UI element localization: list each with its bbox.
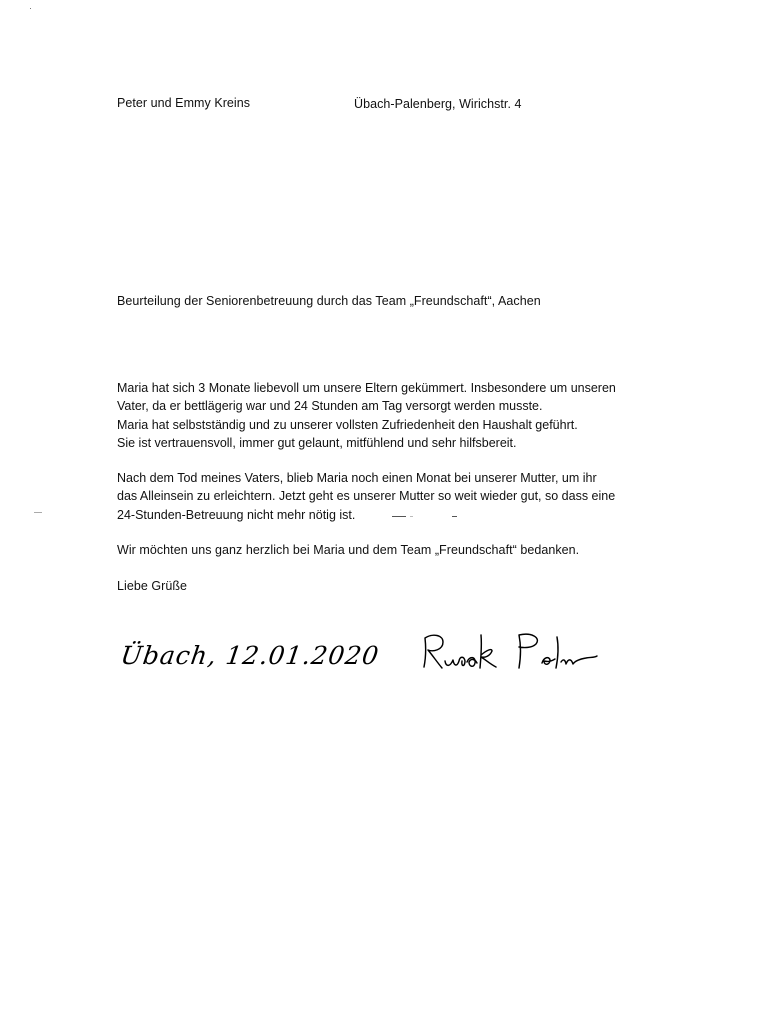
first-paragraph-line: Vater, da er bettlägerig war und 24 Stunden am Tag versorgt werden musste. — [117, 399, 543, 414]
second-paragraph-line: 24-Stunden-Betreuung nicht mehr nötig ist. — [117, 507, 356, 522]
scan-speck-top-left — [30, 8, 31, 9]
sender-name: Peter und Emmy Kreins — [117, 96, 251, 110]
thanks-sentence: Wir möchten uns ganz herzlich bei Maria und dem Team „Freundschaft“ bedanken. — [117, 543, 580, 557]
letter-subject: Beurteilung der Seniorenbetreuung durch das Team „Freundschaft“, Aachen — [117, 294, 541, 308]
handwritten-signature — [420, 628, 600, 676]
redaction-mark — [392, 516, 406, 517]
scan-speck-left — [34, 512, 42, 513]
second-paragraph-line: Nach dem Tod meines Vaters, blieb Maria noch einen Monat bei unserer Mutter, um ihr — [117, 471, 597, 485]
first-paragraph — [117, 379, 616, 452]
first-paragraph-line: Sie ist vertrauensvoll, immer gut gelaunt, mitfühlend und sehr hilfsbereit. — [117, 435, 517, 450]
closing-greeting: Liebe Grüße — [117, 579, 188, 593]
sender-address: Übach-Palenberg, Wirichstr. 4 — [354, 97, 522, 111]
handwritten-place-date: Übach, 12.01.2020 — [118, 641, 382, 670]
second-paragraph-line: das Alleinsein zu erleichtern. Jetzt geht es unserer Mutter so weit wieder gut, so dass eine — [117, 489, 616, 504]
first-paragraph-line: Maria hat selbstständig und zu unserer vollsten Zufriedenheit den Haushalt geführt. — [117, 417, 578, 432]
redaction-mark — [410, 516, 413, 517]
first-paragraph-line: Maria hat sich 3 Monate liebevoll um unsere Eltern gekümmert. Insbesondere um unseren — [117, 381, 616, 395]
second-paragraph — [117, 469, 615, 524]
redaction-mark — [452, 516, 457, 517]
